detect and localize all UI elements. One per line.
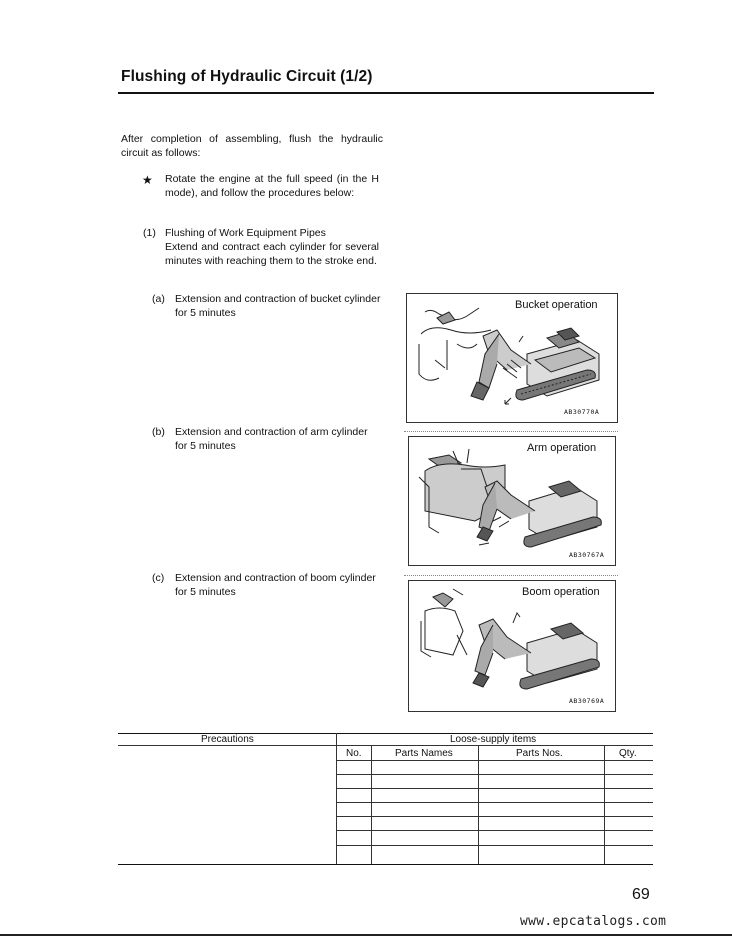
figure-label: Boom operation — [522, 586, 600, 598]
section-heading: Flushing of Work Equipment Pipes — [165, 227, 326, 239]
step-b-text: Extension and contraction of arm cylinder for 5 minutes — [175, 426, 368, 452]
page-edge — [0, 934, 732, 936]
table-divider — [336, 733, 337, 864]
table-top-rule — [118, 733, 653, 734]
step-c-text: Extension and contraction of boom cylinder for 5 minutes — [175, 572, 376, 598]
step-a-id: (a) — [152, 293, 165, 305]
section-text: Extend and contract each cylinder for several minutes with reaching them to the stroke end. — [165, 241, 379, 267]
star-icon: ★ — [142, 173, 153, 187]
loose-supply-header: Loose-supply items — [450, 734, 537, 745]
excavator-illustration — [409, 581, 615, 711]
precautions-header: Precautions — [201, 734, 254, 745]
table-divider — [604, 745, 605, 864]
col-parts-nos: Parts Nos. — [516, 748, 563, 759]
table-rule — [336, 774, 653, 775]
separator — [404, 431, 618, 432]
table-divider — [478, 745, 479, 864]
title-rule — [118, 92, 654, 94]
watermark: www.epcatalogs.com — [520, 914, 667, 929]
figure-code: AB30767A — [569, 551, 605, 559]
page-title: Flushing of Hydraulic Circuit (1/2) — [121, 68, 373, 85]
figure-bucket-operation — [406, 293, 618, 423]
table-rule — [336, 830, 653, 831]
excavator-illustration — [409, 437, 615, 565]
table-rule — [336, 745, 653, 746]
table-rule — [336, 802, 653, 803]
page-number: 69 — [632, 886, 650, 903]
excavator-illustration — [407, 294, 617, 422]
col-no: No. — [346, 748, 362, 759]
table-rule — [336, 845, 653, 846]
separator — [404, 575, 618, 576]
step-a-text: Extension and contraction of bucket cylinder for 5 minutes — [175, 293, 381, 319]
table-rule — [336, 788, 653, 789]
figure-code: AB30769A — [569, 697, 605, 705]
figure-label: Arm operation — [527, 442, 597, 454]
table-rule — [336, 816, 653, 817]
col-qty: Qty. — [619, 748, 637, 759]
figure-arm-operation — [408, 436, 616, 566]
table-rule — [118, 745, 336, 746]
step-c-id: (c) — [152, 572, 165, 584]
figure-label: Bucket operation — [515, 299, 598, 311]
table-divider — [371, 745, 372, 864]
figure-boom-operation — [408, 580, 616, 712]
table-bottom-rule — [118, 864, 653, 865]
table-rule — [336, 760, 653, 761]
note-text: Rotate the engine at the full speed (in the H mode), and follow the procedures below: — [165, 173, 379, 199]
col-parts-names: Parts Names — [395, 748, 453, 759]
intro-paragraph: After completion of assembling, flush the hydraulic circuit as follows: — [121, 133, 383, 159]
section-number: (1) — [143, 227, 156, 239]
figure-code: AB30770A — [564, 408, 600, 416]
step-b-id: (b) — [152, 426, 165, 438]
